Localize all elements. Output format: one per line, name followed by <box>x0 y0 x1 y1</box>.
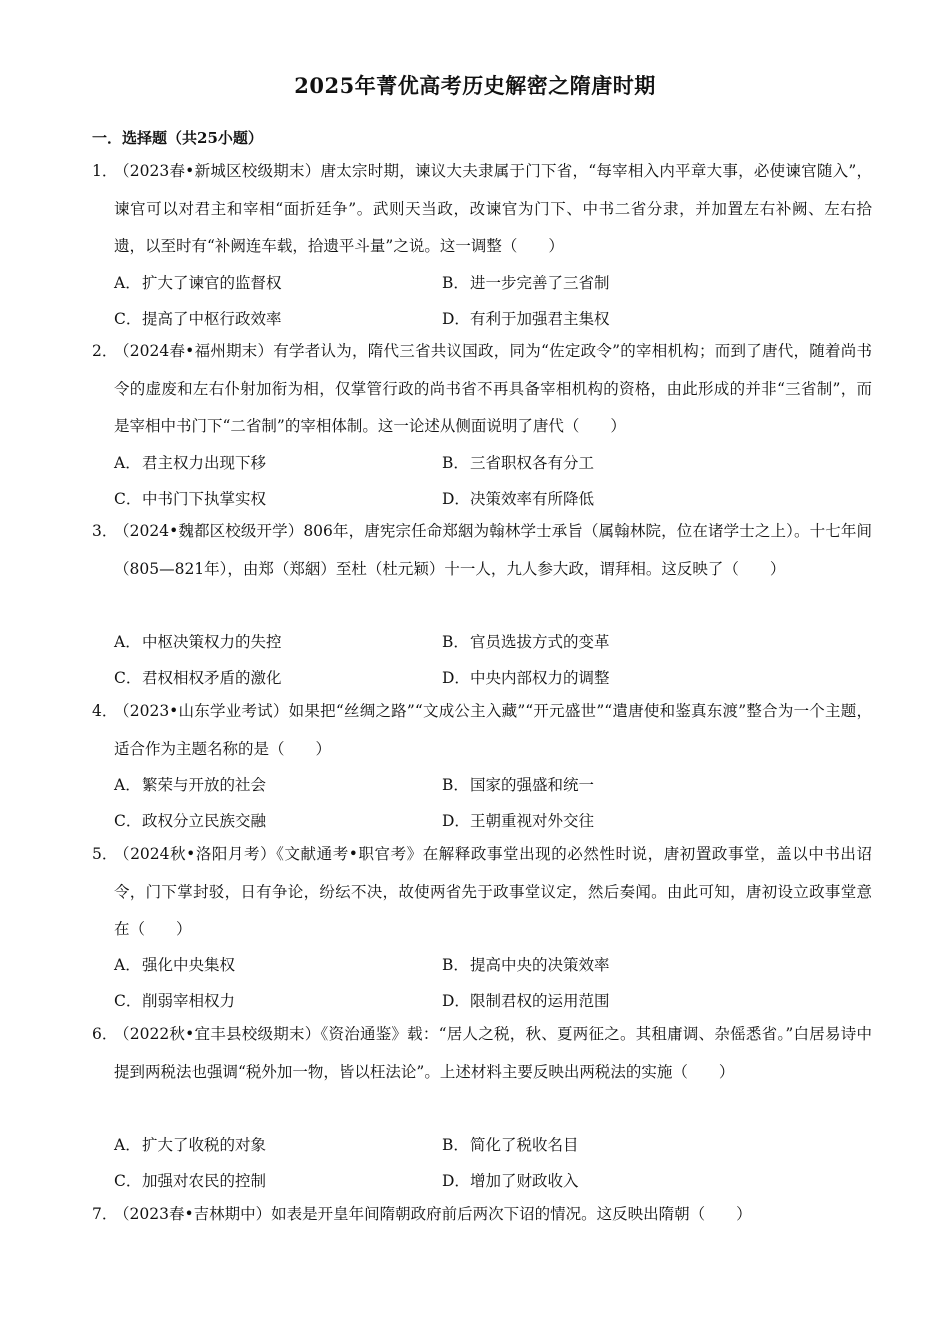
question-stem: （2024秋•洛阳月考）《文献通考•职官考》在解释政事堂出现的必然性时说，唐初置政事堂，盖以中书出诏令，门下掌封驳，日有争论，纷纭不决，故使两省先于政事堂议定，然后奏闻。由此可知，唐初设立政事堂意在（ ） <box>114 845 872 938</box>
option-b[interactable]: B．国家的强盛和统一 <box>442 776 595 794</box>
question-number: 1． <box>92 162 118 180</box>
question-stem: （2022秋•宜丰县校级期末）《资治通鉴》载：“居人之税，秋、夏两征之。其租庸调、杂傜悉省。”白居易诗中提到两税法也强调“税外加一物，皆以枉法论”。上述材料主要反映出两税法的实施（ ） <box>114 1025 872 1081</box>
question-number: 7． <box>92 1205 118 1223</box>
option-d[interactable]: D．增加了财政收入 <box>442 1172 579 1190</box>
question-number: 4． <box>92 702 118 720</box>
option-c[interactable]: C．中书门下执掌实权 <box>114 490 267 508</box>
question-number: 6． <box>92 1025 118 1043</box>
option-d[interactable]: D．决策效率有所降低 <box>442 490 595 508</box>
question-7 <box>92 1196 872 1234</box>
option-b[interactable]: B．官员选拔方式的变革 <box>442 633 610 651</box>
question-number: 2． <box>92 342 118 360</box>
option-d[interactable]: D．有利于加强君主集权 <box>442 310 610 328</box>
option-a[interactable]: A．中枢决策权力的失控 <box>114 633 282 651</box>
document-title: 2025年菁优高考历史解密之隋唐时期 <box>294 73 656 98</box>
option-c[interactable]: C．削弱宰相权力 <box>114 992 236 1010</box>
option-c[interactable]: C．君权相权矛盾的激化 <box>114 669 282 687</box>
option-d[interactable]: D．中央内部权力的调整 <box>442 669 610 687</box>
option-c[interactable]: C．加强对农民的控制 <box>114 1172 267 1190</box>
option-c[interactable]: C．提高了中枢行政效率 <box>114 310 282 328</box>
option-b[interactable]: B．进一步完善了三省制 <box>442 274 610 292</box>
question-stem: （2023•山东学业考试）如果把“丝绸之路”“文成公主入藏”“开元盛世”“遣唐使和鉴真东渡”整合为一个主题，适合作为主题名称的是（ ） <box>114 702 872 758</box>
option-b[interactable]: B．提高中央的决策效率 <box>442 956 610 974</box>
option-a[interactable]: A．强化中央集权 <box>114 956 236 974</box>
question-stem: （2024•魏都区校级开学）806年，唐宪宗任命郑絪为翰林学士承旨（属翰林院，位在诸学士之上）。十七年间（805—821年），由郑（郑絪）至杜（杜元颖）十一人，九人参大政，谓拜相。这反映了（ ） <box>114 522 872 578</box>
option-a[interactable]: A．君主权力出现下移 <box>114 454 267 472</box>
option-a[interactable]: A．扩大了收税的对象 <box>114 1136 267 1154</box>
question-1 <box>92 153 872 266</box>
question-6 <box>92 1016 872 1091</box>
option-b[interactable]: B．简化了税收名目 <box>442 1136 579 1154</box>
question-number: 3． <box>92 522 118 540</box>
option-a[interactable]: A．扩大了谏官的监督权 <box>114 274 282 292</box>
question-5 <box>92 836 872 949</box>
question-3 <box>92 513 872 588</box>
question-2 <box>92 333 872 446</box>
section-heading: 一．选择题（共25小题） <box>92 129 263 147</box>
option-c[interactable]: C．政权分立民族交融 <box>114 812 267 830</box>
question-stem: （2023春•新城区校级期末）唐太宗时期，谏议大夫隶属于门下省，“每宰相入内平章大事，必使谏官随入”，谏官可以对君主和宰相“面折廷争”。武则天当政，改谏官为门下、中书二省分隶，并加置左右补阙、左右拾遗，以至时有“补阙连车载，拾遗平斗量”之说。这一调整（ ） <box>114 162 872 255</box>
option-a[interactable]: A．繁荣与开放的社会 <box>114 776 267 794</box>
option-d[interactable]: D．限制君权的运用范围 <box>442 992 610 1010</box>
question-4 <box>92 693 872 768</box>
question-number: 5． <box>92 845 118 863</box>
option-d[interactable]: D．王朝重视对外交往 <box>442 812 595 830</box>
option-b[interactable]: B．三省职权各有分工 <box>442 454 595 472</box>
question-stem: （2023春•吉林期中）如表是开皇年间隋朝政府前后两次下诏的情况。这反映出隋朝（ ） <box>114 1205 752 1223</box>
question-stem: （2024春•福州期末）有学者认为，隋代三省共议国政，同为“佐定政令”的宰相机构；而到了唐代，随着尚书令的虚废和左右仆射加衔为相，仅掌管行政的尚书省不再具备宰相机构的资格，由此形成的并非“三省制”，而是宰相中书门下“二省制”的宰相体制。这一论述从侧面说明了唐代（ ） <box>114 342 872 435</box>
